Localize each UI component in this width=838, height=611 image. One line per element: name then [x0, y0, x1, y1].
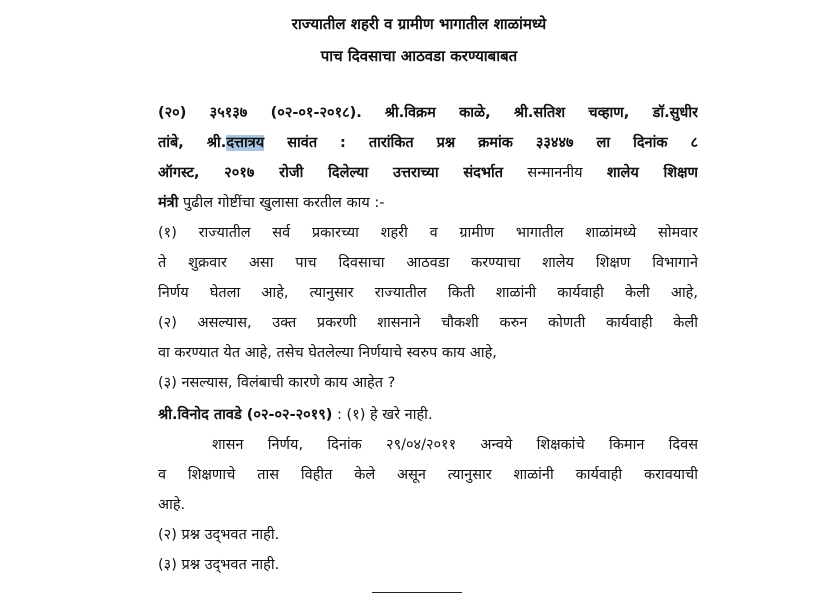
question-members-2b: सावंत : तारांकित प्रश्न क्रमांक ३३४४७ ला दिनांक ८: [264, 135, 698, 151]
question-line-4: [158, 188, 698, 218]
answer-item-2: (२) प्रश्न उद्‌भवत नाही.: [158, 527, 280, 543]
end-divider: [372, 592, 462, 593]
question-reference-context: ऑगस्ट, २०१७ रोजी दिलेल्या उत्तराच्या संदर्भात: [158, 165, 504, 181]
question-item-1-line-3: निर्णय घेतला आहे, त्यानुसार राज्यातील किती शाळांनी कार्यवाही केली आहे,: [158, 285, 698, 301]
minister-title-2: मंत्री: [158, 195, 179, 211]
answer-minister: श्री.विनोद तावडे (०२-०२-२०१९): [158, 407, 333, 423]
document-title-line-1: राज्यातील शहरी व ग्रामीण भागातील शाळांमध्ये: [291, 15, 547, 33]
question-item-1-line-2: ते शुक्रवार असा पाच दिवसाचा आठवडा करण्याचा शालेय शिक्षण विभागाने: [158, 255, 698, 271]
question-members-1: श्री.विक्रम काळे, श्री.सतिश चव्हाण, डॉ.सुधीर: [384, 105, 698, 121]
question-intro: पुढील गोष्टींचा खुलासा करतील काय :-: [183, 195, 385, 211]
answer-section: [158, 400, 698, 580]
answer-line-1: [158, 400, 698, 430]
answer-item-1: : (१) हे खरे नाही.: [332, 407, 433, 423]
answer-paragraph-line-3: आहे.: [158, 497, 186, 513]
answer-paragraph-line-2: व शिक्षणाचे तास विहीत केले असून त्यानुसार शाळांनी कार्यवाही करावयाची: [158, 467, 698, 483]
question-line-1: [158, 98, 698, 128]
question-item-2-line-1: (२) असल्यास, उक्त प्रकरणी शासनाने चौकशी करुन कोणती कार्यवाही केली: [158, 315, 698, 331]
highlighted-name: दत्तात्रय: [226, 135, 265, 151]
question-item-3: (३) नसल्यास, विलंबाची कारणे काय आहेत ?: [158, 375, 396, 391]
question-members-2a: तांबे, श्री.: [158, 135, 227, 151]
minister-title: शालेय शिक्षण: [606, 165, 698, 181]
answer-paragraph-line-1: शासन निर्णय, दिनांक २९/०४/२०११ अन्वये शिक्षकांचे किमान दिवस: [212, 437, 698, 453]
question-section: [158, 98, 698, 398]
question-reference: (२०) ३५१३७ (०२-०१-२०१८).: [158, 105, 362, 121]
question-item-1-line-1: (१) राज्यातील सर्व प्रकारच्या शहरी व ग्रामीण भागातील शाळांमध्ये सोमवार: [158, 225, 698, 241]
question-honorific: सन्माननीय: [527, 165, 583, 181]
question-line-2: [158, 128, 698, 158]
document-title-line-2: पाच दिवसाचा आठवडा करण्याबाबत: [320, 47, 518, 65]
question-line-3: [158, 158, 698, 188]
answer-item-3: (३) प्रश्न उद्‌भवत नाही.: [158, 557, 280, 573]
question-item-2-line-2: वा करण्यात येत आहे, तसेच घेतलेल्या निर्णयाचे स्वरुप काय आहे,: [158, 345, 497, 361]
